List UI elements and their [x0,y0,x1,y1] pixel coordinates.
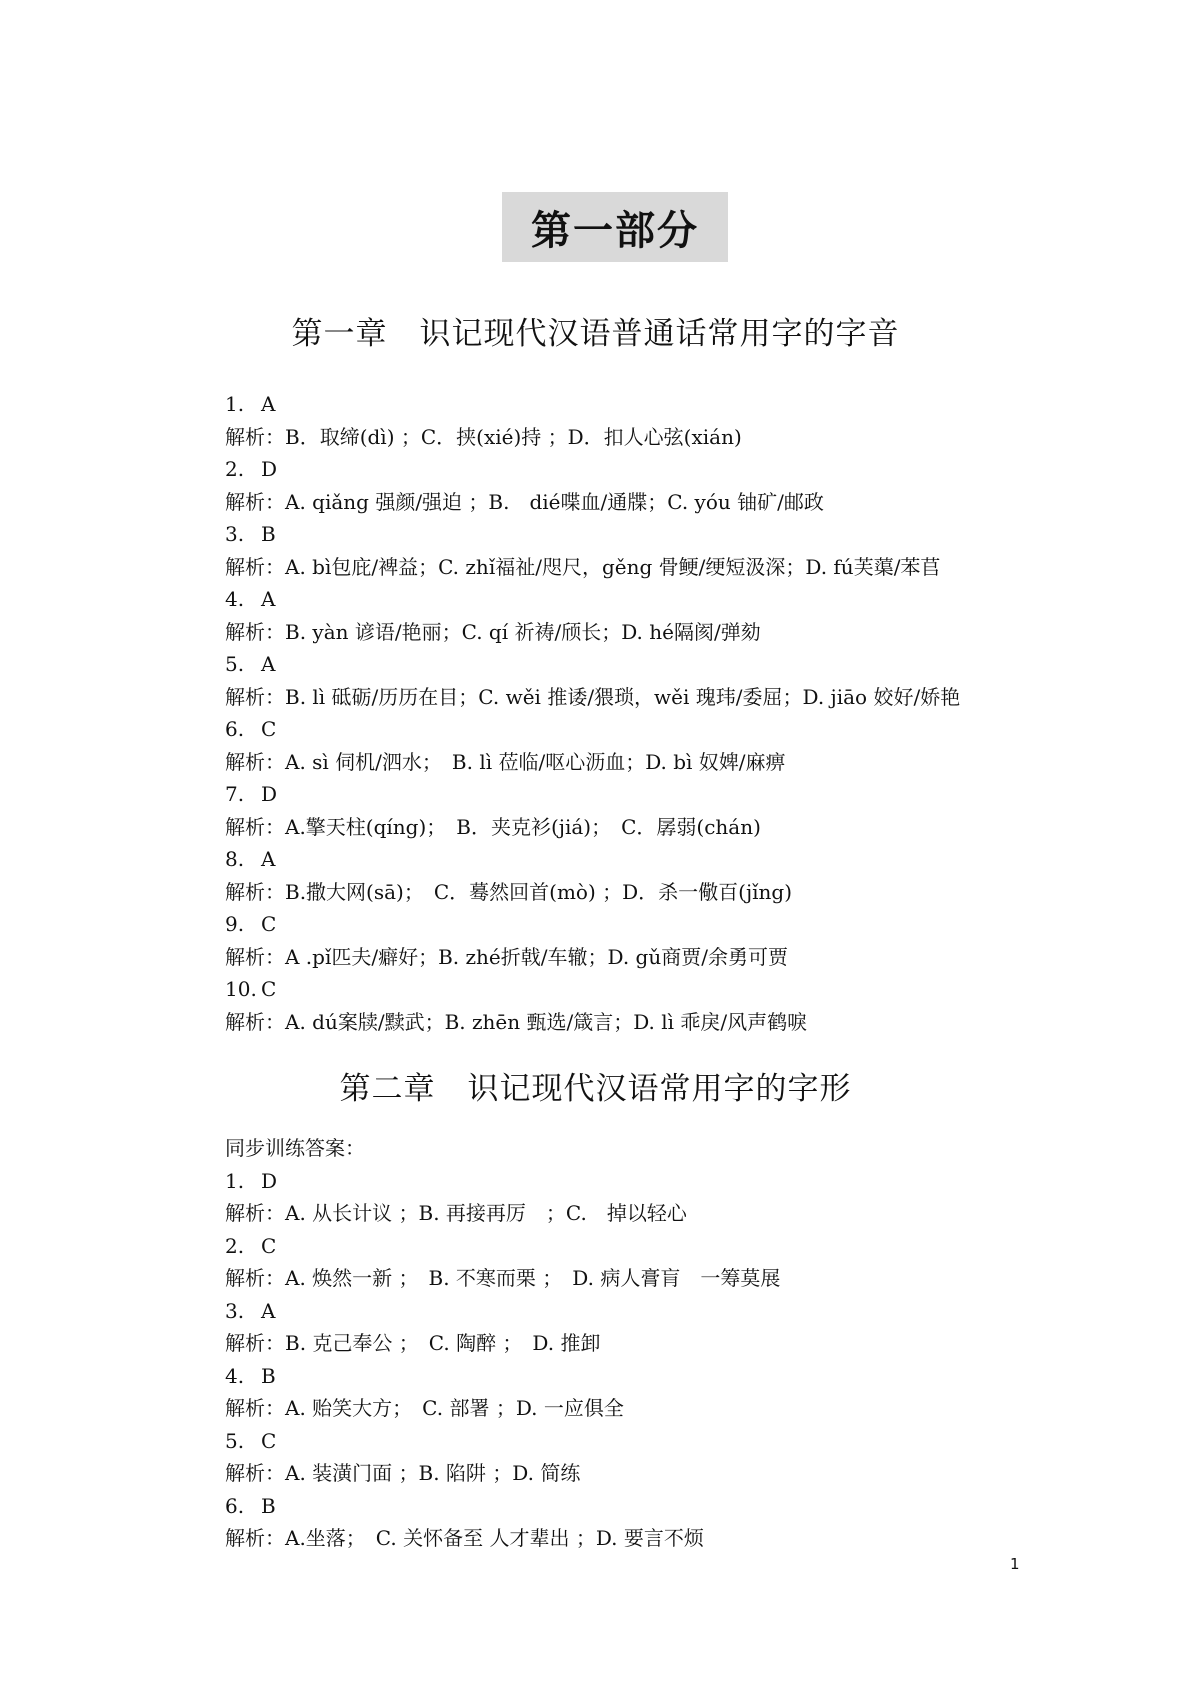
answer-line [225,973,1105,1006]
question-number: 6. [225,1493,245,1518]
answer-line [225,518,1105,551]
answer-line [225,453,1105,486]
analysis-line: 解析：B. lì 砥砺/历历在目；C. wěi 推诿/猥琐，wěi 瑰玮/委屈；D. jiāo 姣好/娇艳 [225,684,961,709]
answer-letter: A [261,652,276,676]
analysis-line: 解析：B．取缔(dì) ；C．挟(xié)持 ；D．扣人心弦(xián) [225,424,742,449]
answer-letter: A [261,392,276,416]
question-number: 8. [225,847,245,871]
question-number: 10. [225,977,257,1001]
analysis-line: 解析：B. yàn 谚语/艳丽；C. qí 祈祷/颀长；D. hé隔阂/弹劾 [225,619,761,644]
answer-letter: C [261,717,277,741]
answer-letter: C [261,912,277,936]
part-title: 第一部分 [502,192,728,262]
section-intro: 同步训练答案： [225,1136,365,1160]
answer-letter: D [261,1168,278,1193]
chapter-1-answers [225,388,1105,1038]
analysis-line: 解析：A. bì包庇/裨益；C. zhǐ福祉/咫尺，gěng 骨鲠/绠短汲深；D. fú芙蕖/苯苢 [225,554,941,579]
question-number: 2. [225,457,245,481]
question-number: 3. [225,522,245,546]
analysis-line: 解析：A. 从长计议 ；B. 再接再厉 ；C. 掉以轻心 [225,1201,687,1225]
analysis-line: 解析：A. sì 伺机/泗水； B. lì 莅临/呕心沥血；D. bì 奴婢/麻痹 [225,749,786,774]
answer-line [225,1490,1105,1523]
question-number: 1. [225,392,245,416]
answer-letter: B [261,522,276,546]
analysis-line: 解析：A. 焕然一新 ； B. 不寒而栗 ； D. 病人膏肓 一筹莫展 [225,1266,781,1290]
answer-letter: C [261,1233,277,1258]
analysis-line: 解析：A. dú案牍/黩武；B. zhēn 甄选/箴言；D. lì 乖戾/风声鹤唳 [225,1009,808,1034]
question-number: 1. [225,1168,245,1193]
chapter-2-answers [225,1132,1105,1555]
answer-line [225,713,1105,746]
answer-line [225,1165,1105,1198]
question-number: 6. [225,717,245,741]
answer-line [225,908,1105,941]
answer-letter: B [261,1493,276,1518]
question-number: 5. [225,652,245,676]
answer-line [225,778,1105,811]
question-number: 2. [225,1233,245,1258]
analysis-line: 解析：A. 贻笑大方； C. 部署 ；D. 一应俱全 [225,1396,624,1420]
page-number: 1 [1010,1555,1020,1573]
answer-letter: D [261,782,278,806]
analysis-line: 解析：A. qiǎng 强颜/强迫 ；B. dié喋血/通牒；C. yóu 铀矿/邮政 [225,489,824,514]
answer-line [225,1425,1105,1458]
answer-letter: A [261,847,276,871]
question-number: 9. [225,912,245,936]
answer-letter: D [261,457,278,481]
analysis-line: 解析：B.撒大网(sā)； C．蓦然回首(mò) ；D．杀一儆百(jǐng) [225,879,793,904]
answer-line [225,1360,1105,1393]
answer-letter: C [261,977,277,1001]
question-number: 4. [225,587,245,611]
answer-line [225,648,1105,681]
chapter-1-title: 第一章 识记现代汉语普通话常用字的字音 [291,316,900,352]
question-number: 7. [225,782,245,806]
answer-line [225,843,1105,876]
answer-letter: A [261,1298,276,1323]
answer-letter: A [261,587,276,611]
question-number: 5. [225,1428,245,1453]
answer-line [225,1230,1105,1263]
answer-line [225,388,1105,421]
analysis-line: 解析：A .pǐ匹夫/癖好；B. zhé折戟/车辙；D. gǔ商贾/余勇可贾 [225,944,788,969]
analysis-line: 解析：B. 克己奉公 ； C. 陶醉 ； D. 推卸 [225,1331,601,1355]
question-number: 3. [225,1298,245,1323]
question-number: 4. [225,1363,245,1388]
answer-letter: B [261,1363,276,1388]
chapter-2-title: 第二章 识记现代汉语常用字的字形 [339,1071,852,1107]
answer-line [225,1295,1105,1328]
analysis-line: 解析：A. 装潢门面 ；B. 陷阱 ；D. 简练 [225,1461,581,1485]
analysis-line: 解析：A.坐落； C. 关怀备至 人才辈出 ；D. 要言不烦 [225,1526,704,1550]
analysis-line: 解析：A.擎天柱(qíng)； B．夹克衫(jiá)； C．孱弱(chán) [225,814,761,839]
answer-line [225,583,1105,616]
answer-letter: C [261,1428,277,1453]
